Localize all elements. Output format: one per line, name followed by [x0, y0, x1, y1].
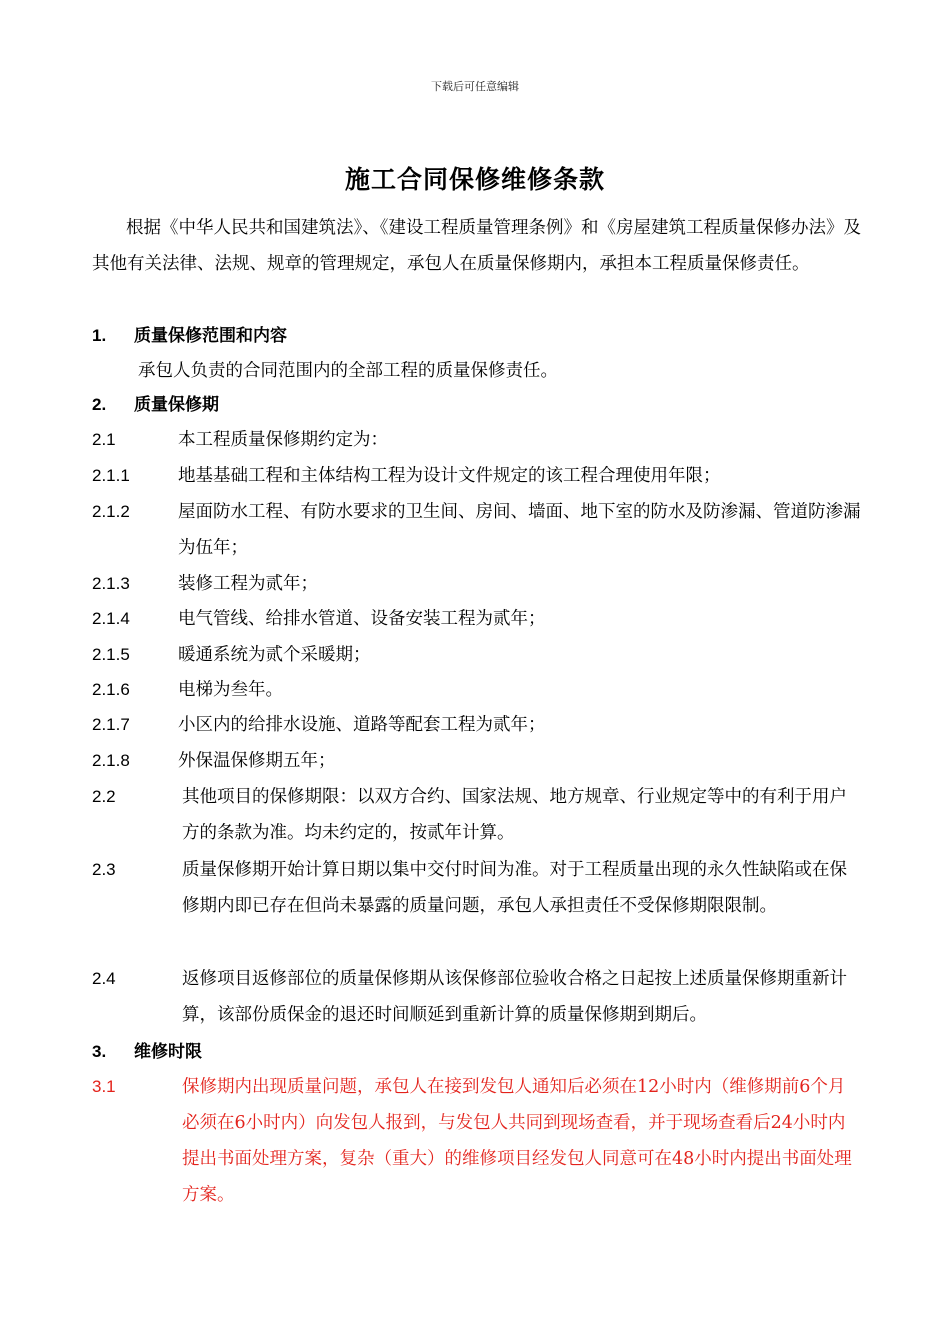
clause-row: [92, 458, 862, 494]
section-number: 3.: [92, 1042, 107, 1061]
clause-text: 外保温保修期五年；: [178, 751, 336, 771]
clause-text: 电气管线、给排水管道、设备安装工程为贰年；: [178, 609, 546, 629]
clause-row-highlighted: [92, 1069, 862, 1213]
section-title: 质量保修范围和内容: [134, 326, 287, 346]
clause-number: 2.3: [92, 860, 116, 879]
clause-row: [92, 852, 862, 960]
clause-text: 装修工程为贰年；: [178, 574, 318, 594]
document-title: 施工合同保修维修条款: [344, 165, 605, 194]
clause-number: 2.1.6: [92, 680, 130, 699]
page-header: 下载后可任意编辑: [431, 80, 519, 93]
section-title: 维修时限: [134, 1042, 202, 1062]
section-number: 1.: [92, 326, 107, 345]
clause-number: 2.4: [92, 969, 116, 988]
section-1-body: 承包人负责的合同范围内的全部工程的质量保修责任。: [138, 361, 558, 381]
clause-number: 2.1: [92, 430, 116, 449]
section-title: 质量保修期: [134, 395, 219, 415]
clause-number: 2.1.1: [92, 466, 130, 485]
clause-row: [92, 779, 862, 851]
clause-text: 保修期内出现质量问题，承包人在接到发包人通知后必须在12小时内（维修期前6个月必须在6小时内）向发包人报到，与发包人共同到现场查看，并于现场查看后24小时内提出书面处理方案，复杂（重大）的维修项目经发包人同意可在48小时内提出书面处理方案。: [182, 1077, 852, 1205]
clause-row: [92, 707, 862, 743]
clause-text: 其他项目的保修期限：以双方合约、国家法规、地方规章、行业规定等中的有利于用户方的条款为准。均未约定的，按贰年计算。: [182, 787, 847, 843]
section-number: 2.: [92, 395, 107, 414]
clause-number: 2.1.4: [92, 609, 130, 628]
clause-number: 2.1.3: [92, 574, 130, 593]
section-2-heading: [92, 387, 862, 423]
clause-number: 2.2: [92, 787, 116, 806]
clause-row: [92, 601, 862, 637]
intro-text: 根据《中华人民共和国建筑法》、《建设工程质量管理条例》和《房屋建筑工程质量保修办法》及其他有关法律、法规、规章的管理规定，承包人在质量保修期内，承担本工程质量保修责任。: [92, 218, 861, 274]
clause-row: [92, 672, 862, 708]
clause-row: [92, 566, 862, 602]
clause-text: 小区内的给排水设施、道路等配套工程为贰年；: [178, 715, 546, 735]
clause-text: 地基基础工程和主体结构工程为设计文件规定的该工程合理使用年限；: [178, 466, 721, 486]
clause-number: 2.1.8: [92, 751, 130, 770]
clause-row: [92, 637, 862, 673]
clause-text: 质量保修期开始计算日期以集中交付时间为准。对于工程质量出现的永久性缺陷或在保修期内即已存在但尚未暴露的质量问题，承包人承担责任不受保修期限限制。: [182, 860, 847, 916]
clause-text: 本工程质量保修期约定为：: [178, 430, 388, 450]
clause-number: 2.1.5: [92, 645, 130, 664]
intro-paragraph: [92, 210, 862, 282]
clause-row: [92, 494, 862, 566]
clause-number: 2.1.7: [92, 715, 130, 734]
clause-row: [92, 422, 862, 458]
clause-row: [92, 961, 862, 1033]
clause-text: 返修项目返修部位的质量保修期从该保修部位验收合格之日起按上述质量保修期重新计算，该部份质保金的退还时间顺延到重新计算的质量保修期到期后。: [182, 969, 847, 1025]
clause-number: 2.1.2: [92, 502, 130, 521]
section-3-heading: [92, 1034, 862, 1070]
clause-text: 屋面防水工程、有防水要求的卫生间、房间、墙面、地下室的防水及防渗漏、管道防渗漏为伍年；: [178, 502, 861, 558]
section-1-heading: [92, 318, 862, 354]
clause-number: 3.1: [92, 1077, 116, 1096]
clause-text: 电梯为叁年。: [178, 680, 283, 700]
clause-row: [92, 743, 862, 779]
clause-text: 暖通系统为贰个采暖期；: [178, 645, 371, 665]
